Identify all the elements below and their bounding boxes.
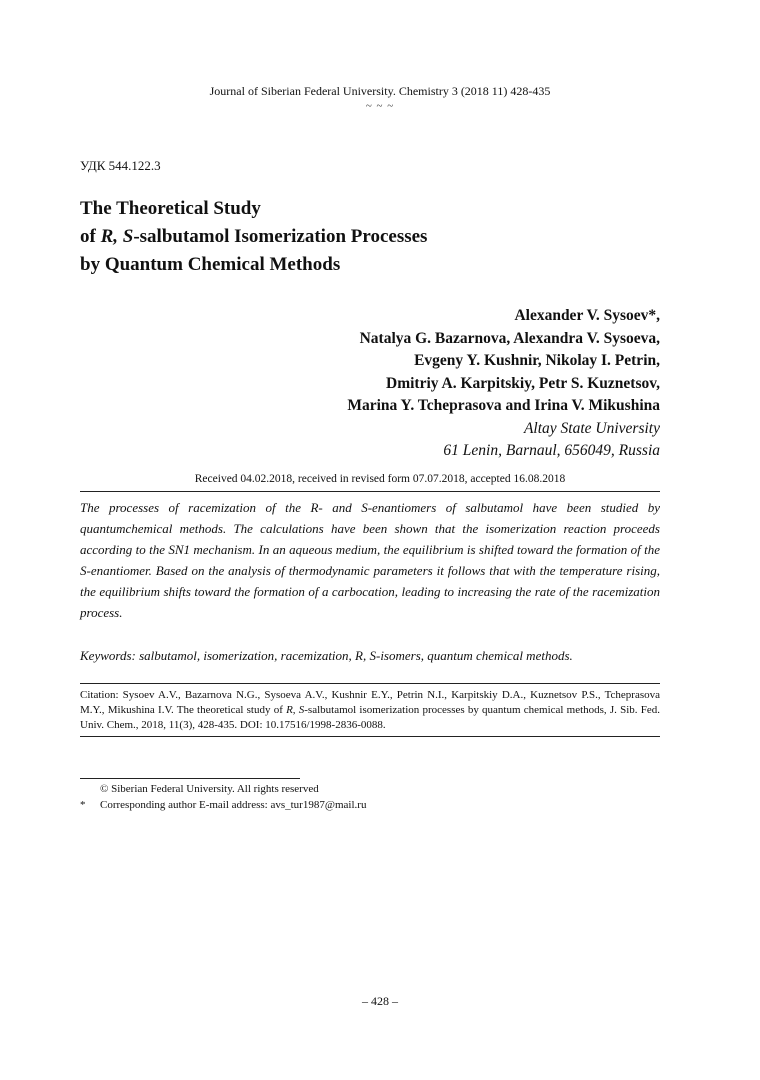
abstract-top-rule	[80, 491, 660, 492]
citation-bottom-rule	[80, 736, 660, 737]
copyright-footnote: © Siberian Federal University. All rights reserved	[100, 783, 319, 795]
paper-title	[80, 195, 427, 279]
author-line: Marina Y. Tcheprasova and Irina V. Mikushina	[347, 397, 660, 414]
affiliation-institution: Altay State University	[523, 419, 660, 437]
title-line-2-rs: R, S	[100, 226, 134, 247]
citation-italic: R, S	[286, 704, 305, 716]
author-line: Evgeny Y. Kushnir, Nikolay I. Petrin,	[414, 352, 660, 369]
keywords: Keywords: salbutamol, isomerization, racemization, R, S-isomers, quantum chemical methods.	[80, 648, 573, 663]
abstract-text: The processes of racemization of the R- and S-enantiomers of salbutamol have been studied by quantumchemical methods. The calculations have been shown that the isomerization reaction proceeds according to the SN1 mechanism. In an aqueous medium, the equilibrium is shifted toward the formation of the S-enantiomer. Based on the analysis of thermodynamic parameters it follows that with the temperature rising, the equilibrium shifts toward the formation of a carbocation, leading to increasing the rate of the racemization process.	[80, 500, 660, 620]
affiliation-address: 61 Lenin, Barnaul, 656049, Russia	[443, 442, 660, 459]
journal-header: Journal of Siberian Federal University. Chemistry 3 (2018 11) 428-435	[209, 84, 551, 98]
citation-text	[80, 688, 660, 733]
title-line-3: by Quantum Chemical Methods	[80, 254, 341, 275]
title-line-1: The Theoretical Study	[80, 198, 261, 219]
citation-top-rule	[80, 683, 660, 684]
header-separator: ~ ~ ~	[365, 100, 395, 112]
page-number: – 428 –	[362, 994, 398, 1008]
citation-after: -salbutamol isomerization processes by quantum chemical methods, J. Sib. Fed. Univ. Chem., 2018, 11(3), 428-435. DOI: 10.17516/1998-2836-0088.	[80, 704, 660, 731]
footnote-rule	[80, 778, 300, 779]
corresponding-email: Corresponding author E-mail address: avs_tur1987@mail.ru	[100, 799, 367, 811]
title-line-2-rest: -salbutamol Isomerization Processes	[133, 226, 428, 247]
author-line: Alexander V. Sysoev*,	[514, 307, 660, 324]
author-line: Dmitriy A. Karpitskiy, Petr S. Kuznetsov,	[386, 374, 660, 392]
citation-before: Citation: Sysoev A.V., Bazarnova N.G., Sysoeva A.V., Kushnir E.Y., Petrin N.I., Karpitskiy D.A., Kuznetsov P.S., Tcheprasova M.Y., Mikushina I.V. The theoretical study of	[80, 689, 660, 716]
title-line-2-prefix: of	[80, 226, 101, 247]
author-line: Natalya G. Bazarnova, Alexandra V. Sysoeva,	[359, 329, 660, 347]
title-line-2	[80, 223, 427, 251]
udk-code: УДК 544.122.3	[80, 158, 161, 173]
received-dates: Received 04.02.2018, received in revised form 07.07.2018, accepted 16.08.2018	[194, 473, 566, 485]
footnote-mark: *	[80, 799, 86, 811]
corresponding-footnote	[80, 799, 366, 811]
author-block	[347, 305, 660, 463]
